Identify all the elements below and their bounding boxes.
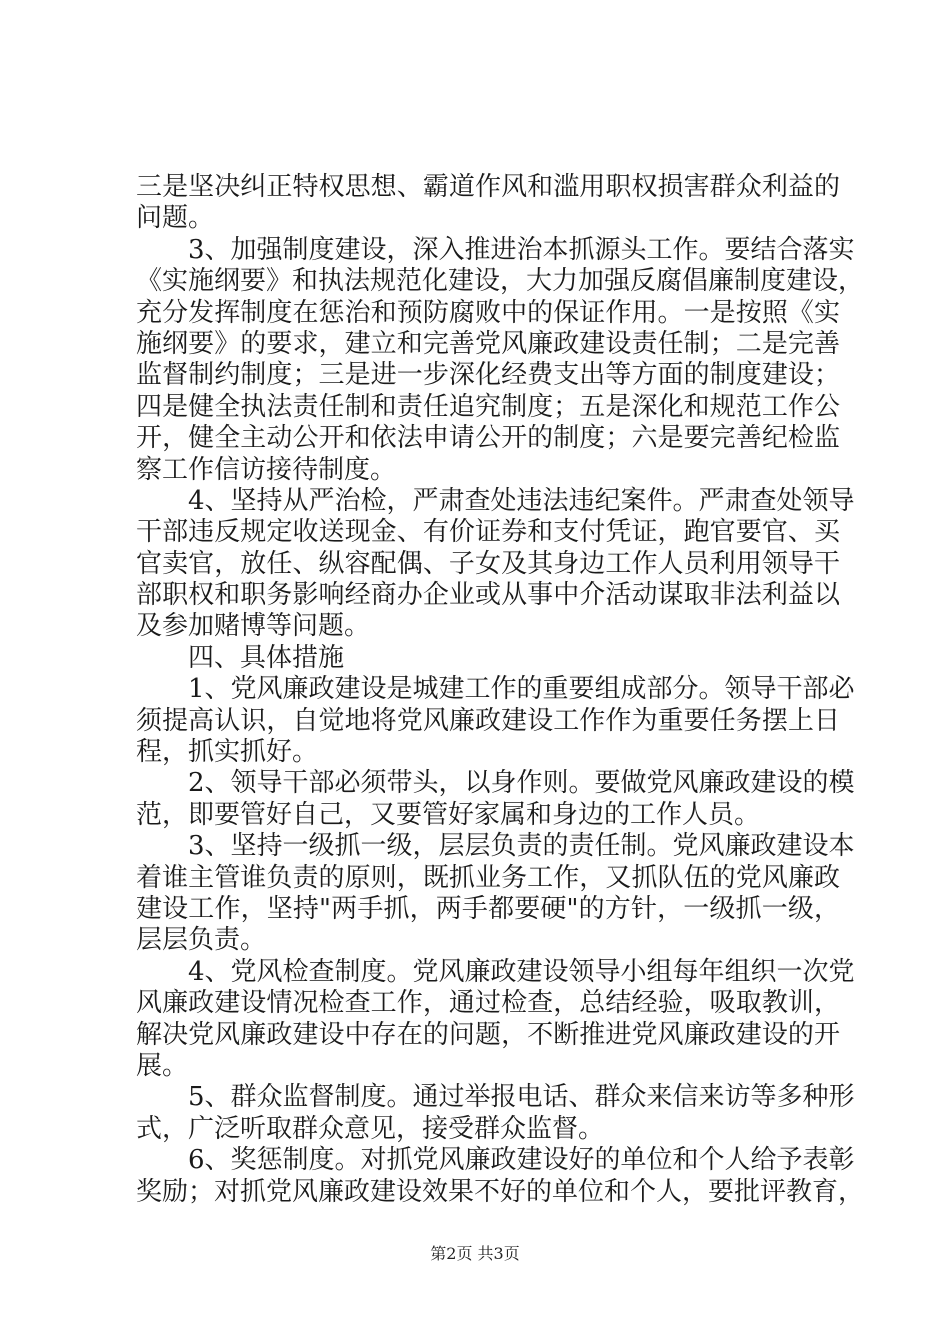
text-line: 范，即要管好自己，又要管好家属和身边的工作人员。 [136, 799, 761, 830]
paragraph-line: 4、党风检查制度。党风廉政建设领导小组每年组织一次党 [188, 956, 855, 987]
text-line: 解决党风廉政建设中存在的问题，不断推进党风廉政建设的开 [136, 1019, 840, 1050]
text-line: 展。 [136, 1050, 189, 1081]
text-line: 监督制约制度；三是进一步深化经费支出等方面的制度建设； [136, 360, 840, 391]
text-line: 层层负责。 [136, 925, 267, 956]
paragraph-line: 3、加强制度建设，深入推进治本抓源头工作。要结合落实 [188, 234, 855, 265]
text-line: 《实施纲要》和执法规范化建设，大力加强反腐倡廉制度建设， [136, 266, 865, 297]
text-line: 施纲要》的要求，建立和完善党风廉政建设责任制；二是完善 [136, 328, 840, 359]
paragraph-line: 4、坚持从严治检，严肃查处违法违纪案件。严肃查处领导 [188, 485, 855, 516]
text-line: 开，健全主动公开和依法申请公开的制度；六是要完善纪检监 [136, 423, 840, 454]
paragraph-line: 5、群众监督制度。通过举报电话、群众来信来访等多种形 [188, 1082, 855, 1113]
text-line: 须提高认识，自觉地将党风廉政建设工作作为重要任务摆上日 [136, 705, 840, 736]
page-number-label: 第2页 共3页 [430, 1244, 520, 1263]
text-line: 干部违反规定收送现金、有价证券和支付凭证，跑官要官、买 [136, 517, 840, 548]
paragraph-line: 6、奖惩制度。对抓党风廉政建设好的单位和个人给予表彰 [188, 1145, 855, 1176]
text-line: 察工作信访接待制度。 [136, 454, 397, 485]
text-line: 建设工作，坚持"两手抓，两手都要硬"的方针，一级抓一级， [136, 893, 840, 924]
text-line: 风廉政建设情况检查工作，通过检查，总结经验，吸取教训， [136, 988, 840, 1019]
page-footer [0, 1243, 950, 1265]
paragraph-line: 1、党风廉政建设是城建工作的重要组成部分。领导干部必 [188, 674, 855, 705]
text-line: 问题。 [136, 203, 215, 234]
text-line: 四是健全执法责任制和责任追究制度；五是深化和规范工作公 [136, 391, 840, 422]
text-line: 程，抓实抓好。 [136, 737, 319, 768]
text-line: 部职权和职务影响经商办企业或从事中介活动谋取非法利益以 [136, 580, 840, 611]
paragraph-line: 2、领导干部必须带头，以身作则。要做党风廉政建设的模 [188, 768, 855, 799]
text-line: 式，广泛听取群众意见，接受群众监督。 [136, 1113, 605, 1144]
document-body [136, 172, 865, 1208]
text-line: 着谁主管谁负责的原则，既抓业务工作，又抓队伍的党风廉政 [136, 862, 840, 893]
text-line: 充分发挥制度在惩治和预防腐败中的保证作用。一是按照《实 [136, 297, 840, 328]
text-line: 官卖官，放任、纵容配偶、子女及其身边工作人员利用领导干 [136, 548, 840, 579]
text-line: 及参加赌博等问题。 [136, 611, 371, 642]
paragraph-line: 3、坚持一级抓一级，层层负责的责任制。党风廉政建设本 [188, 831, 855, 862]
text-line: 奖励；对抓党风廉政建设效果不好的单位和个人，要批评教育， [136, 1176, 865, 1207]
section-heading: 四、具体措施 [188, 642, 345, 673]
text-line: 三是坚决纠正特权思想、霸道作风和滥用职权损害群众利益的 [136, 172, 840, 202]
